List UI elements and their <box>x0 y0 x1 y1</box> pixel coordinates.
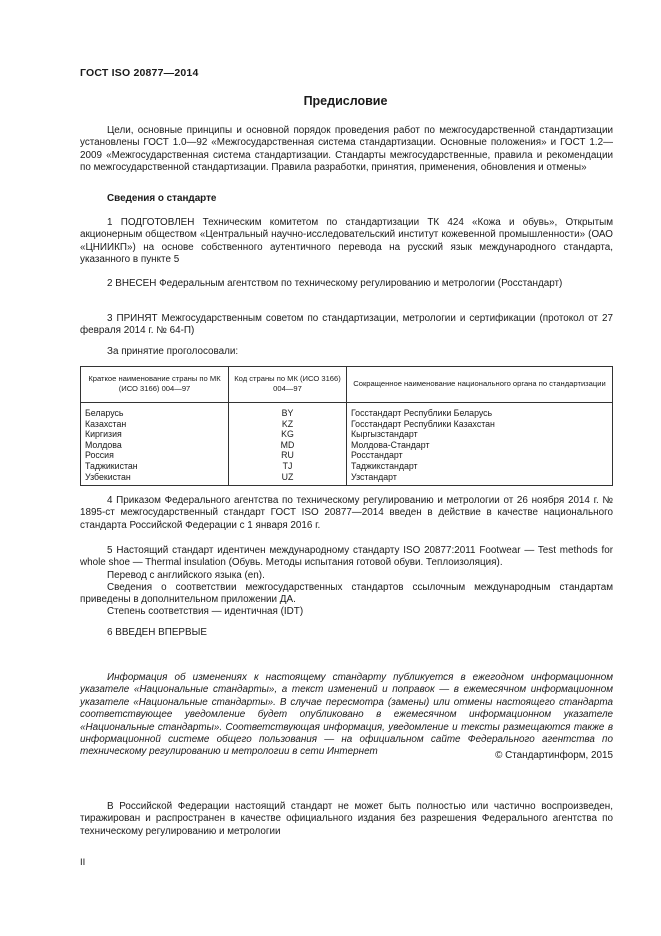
table-row <box>81 450 613 461</box>
body-cell: Росстандарт <box>347 450 613 461</box>
item-6: 6 ВВЕДЕН ВПЕРВЫЕ <box>107 627 207 638</box>
body-cell: Госстандарт Республики Казахстан <box>347 419 613 430</box>
table-row <box>81 429 613 440</box>
item-4: 4 Приказом Федерального агентства по техническому регулированию и метрологии от 26 ноября 2014 г. № 1895-ст межгосударственный стандарт ГОСТ ISO 20877—2014 введен в действие в качестве национального стандарта Российской Федерации с 1 января 2016 г. <box>80 495 613 531</box>
code-cell: RU <box>229 450 347 461</box>
code-cell: KG <box>229 429 347 440</box>
item-5-references: Сведения о соответствии межгосударственных стандартов ссылочным международным стандартам приведены в дополнительном приложении ДА. <box>80 582 613 606</box>
body-cell: Узстандарт <box>347 472 613 486</box>
code-cell: MD <box>229 440 347 451</box>
code-cell: BY <box>229 403 347 419</box>
code-cell: TJ <box>229 461 347 472</box>
item-5-language: Перевод с английского языка (en). <box>107 570 265 581</box>
country-cell: Киргизия <box>81 429 229 440</box>
code-cell: KZ <box>229 419 347 430</box>
voted-label: За принятие проголосовали: <box>107 346 239 357</box>
item-5-degree: Степень соответствия — идентичная (IDT) <box>107 606 304 617</box>
voting-table <box>80 366 613 486</box>
copyright: © Стандартинформ, 2015 <box>495 750 613 761</box>
country-cell: Казахстан <box>81 419 229 430</box>
country-cell: Таджикистан <box>81 461 229 472</box>
item-2: 2 ВНЕСЕН Федеральным агентством по техническому регулированию и метрологии (Росстандарт) <box>107 278 563 289</box>
document-code: ГОСТ ISO 20877—2014 <box>80 67 199 79</box>
table-row <box>81 440 613 451</box>
country-cell: Узбекистан <box>81 472 229 486</box>
table-row <box>81 472 613 486</box>
code-cell: UZ <box>229 472 347 486</box>
table-row <box>81 461 613 472</box>
body-cell: Таджикстандарт <box>347 461 613 472</box>
table-row <box>81 419 613 430</box>
table-header-body: Сокращенное наименование национального органа по стандартизации <box>347 367 613 403</box>
body-cell: Молдова-Стандарт <box>347 440 613 451</box>
body-cell: Кыргызстандарт <box>347 429 613 440</box>
country-cell: Молдова <box>81 440 229 451</box>
body-cell: Госстандарт Республики Беларусь <box>347 403 613 419</box>
page-title: Предисловие <box>303 94 388 108</box>
section-subtitle: Сведения о стандарте <box>107 193 217 204</box>
info-notice: Информация об изменениях к настоящему стандарту публикуется в ежегодном информационном указателе «Национальные стандарты», а текст изменений и поправок — в ежемесячном информационном указателе «Национальные стандарты». В случае пересмотра (замены) или отмены настоящего стандарта соответствующее уведомление будет опубликовано в ежемесячном информационном указателе «Национальные стандарты». Соответствующая информация, уведомление и тексты размещаются также в информационной системе общего пользования — на официальном сайте Федерального агентства по техническому регулированию и метрологии в сети Интернет <box>80 672 613 758</box>
reproduction-notice: В Российской Федерации настоящий стандарт не может быть полностью или частично воспроизведен, тиражирован и распространен в качестве официального издания без разрешения Федерального агентства по техническому регулированию и метрологии <box>80 801 613 837</box>
page-number: II <box>80 857 86 868</box>
item-5: 5 Настоящий стандарт идентичен международному стандарту ISO 20877:2011 Footwear — Test methods for whole shoe — Thermal insulation (Обувь. Методы испытания готовой обуви. Теплоизоляция). <box>80 545 613 569</box>
intro-paragraph: Цели, основные принципы и основной порядок проведения работ по межгосударственной стандартизации установлены ГОСТ 1.0—92 «Межгосударственная система стандартизации. Основные положения» и ГОСТ 1.2—2009 «Межгосударственная система стандартизации. Стандарты межгосударственные, правила и рекомендации по межгосударственной стандартизации. Правила разработки, принятия, применения, обновления и отмены» <box>80 125 613 174</box>
item-3: 3 ПРИНЯТ Межгосударственным советом по стандартизации, метрологии и сертификации (протокол от 27 февраля 2014 г. № 64-П) <box>80 313 613 337</box>
table-row <box>81 403 613 419</box>
item-1: 1 ПОДГОТОВЛЕН Техническим комитетом по стандартизации ТК 424 «Кожа и обувь», Открытым акционерным обществом «Центральный научно-исследовательский институт кожевенной промышленности» (ОАО «ЦНИИКП») на основе собственного аутентичного перевода на русский язык международного стандарта, указанного в пункте 5 <box>80 217 613 266</box>
table-header-code: Код страны по МК (ИСО 3166) 004—97 <box>229 367 347 403</box>
table-header-country: Краткое наименование страны по МК (ИСО 3166) 004—97 <box>81 367 229 403</box>
country-cell: Беларусь <box>81 403 229 419</box>
country-cell: Россия <box>81 450 229 461</box>
